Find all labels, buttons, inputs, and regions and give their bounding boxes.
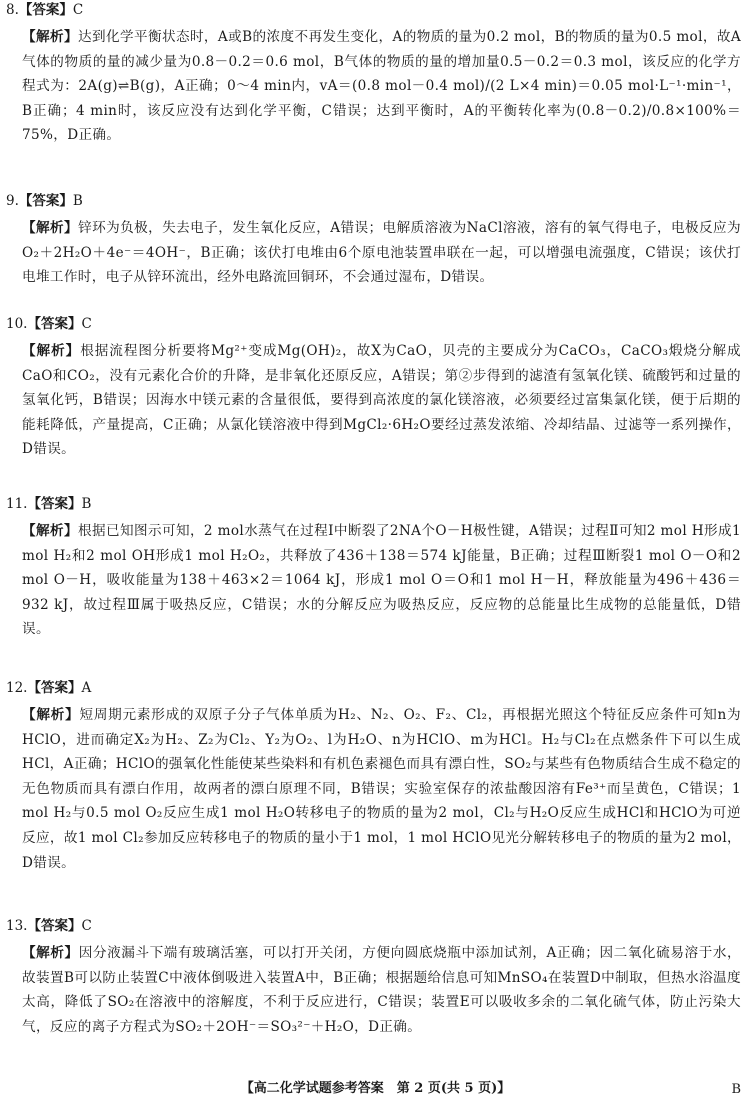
analysis-text: 根据已知图示可知，2 mol水蒸气在过程Ⅰ中断裂了2NA个O－H极性键，A错误；过程Ⅱ可知2 mol H形成1 mol H₂和2 mol OH形成1 mol H₂O₂，共释放了436＋138＝574 kJ能量，B正确；过程Ⅲ断裂1 mol O－O和2 mol O－H，吸收能量为138＋463×2＝1064 kJ，形成1 mol O＝O和1 mol H－H，释放能量为496＋436＝932 kJ，故过程Ⅲ属于吸热反应，C错误；水的分解反应为吸热反应，反应物的总能量比生成物的总能量低，D错误。 — [22, 523, 741, 638]
analysis-paragraph — [6, 703, 741, 875]
analysis-tag: 【解析】 — [22, 220, 79, 236]
answer-tag: 【答案】 — [18, 2, 73, 18]
answer-value: C — [81, 316, 92, 332]
answer-line — [6, 316, 741, 334]
analysis-paragraph — [6, 216, 741, 290]
analysis-tag: 【解析】 — [22, 343, 81, 359]
analysis-tag: 【解析】 — [22, 29, 78, 45]
answer-line — [6, 193, 741, 211]
page-footer: 【高二化学试题参考答案 第 2 页(共 5 页)】 — [240, 1081, 511, 1096]
answer-value: C — [81, 918, 92, 934]
answer-tag: 【答案】 — [27, 680, 82, 696]
analysis-paragraph — [6, 25, 741, 148]
answer-value: B — [81, 496, 92, 512]
analysis-text: 短周期元素形成的双原子分子气体单质为H₂、N₂、O₂、F₂、Cl₂，再根据光照这个特征反应条件可知n为HClO，进而确定X₂为H₂、Z₂为Cl₂、Y₂为O₂、l为H₂O、n为HClO、m为HCl。H₂与Cl₂在点燃条件下可以生成HCl，A正确；HClO的强氧化性能使某些染料和有机色素褪色而具有漂白性，SO₂与某些有色物质结合生成不稳定的无色物质而具有漂白作用，故两者的漂白原理不同，B错误；实验室保存的浓盐酸因溶有Fe³⁺而呈黄色，C错误；1 mol H₂与0.5 mol O₂反应生成1 mol H₂O转移电子的物质的量为2 mol，Cl₂与H₂O反应生成HCl和HClO为可逆反应，故1 mol Cl₂参加反应转移电子的物质的量小于1 mol，1 mol HClO见光分解转移电子的物质的量为2 mol，D错误。 — [22, 707, 741, 871]
answer-line — [6, 2, 741, 20]
question-8 — [6, 2, 741, 148]
analysis-paragraph — [6, 941, 741, 1039]
question-12 — [6, 680, 741, 875]
question-number: 11. — [6, 496, 28, 512]
answer-value: A — [81, 680, 92, 696]
answer-line — [6, 918, 741, 936]
answer-value: C — [72, 2, 84, 18]
analysis-text: 根据流程图分析要将Mg²⁺变成Mg(OH)₂，故X为CaO，贝壳的主要成分为CaCO₃，CaCO₃煅烧分解成CaO和CO₂，没有元素化合价的升降，是非氧化还原反应，A错误；第②步得到的滤渣有氢氧化镁、硫酸钙和过量的氢氧化钙，B错误；因海水中镁元素的含量很低，要得到高浓度的氯化镁溶液，必须要经过富集氯化镁，便于后期的能耗降低，产量提高，C正确；从氯化镁溶液中得到MgCl₂·6H₂O要经过蒸发浓缩、冷却结晶、过滤等一系列操作，D错误。 — [22, 343, 741, 458]
question-number: 9. — [6, 193, 19, 209]
question-number: 10. — [6, 316, 28, 332]
analysis-text: 锌环为负极，失去电子，发生氧化反应，A错误；电解质溶液为NaCl溶液，溶有的氧气得电子，电极反应为O₂＋2H₂O＋4e⁻＝4OH⁻，B正确；该伏打电堆由6个原电池装置串联在一起，可以增强电流强度，C错误；该伏打电堆工作时，电子从锌环流出，经外电路流回铜环，不会通过湿布，D错误。 — [22, 220, 741, 286]
answer-line — [6, 680, 741, 698]
question-number: 8. — [6, 2, 19, 18]
paper-version-label: B — [731, 1082, 741, 1097]
question-10 — [6, 316, 741, 462]
question-9 — [6, 193, 741, 290]
analysis-text: 因分液漏斗下端有玻璃活塞，可以打开关闭，方便向圆底烧瓶中添加试剂，A正确；因二氧化硫易溶于水，故装置B可以防止装置C中液体倒吸进入装置A中，B正确；根据题给信息可知MnSO₄在装置D中制取，但热水浴温度太高，降低了SO₂在溶液中的溶解度，不利于反应进行，C错误；装置E可以吸收多余的二氧化硫气体，防止污染大气，反应的离子方程式为SO₂＋2OH⁻＝SO₃²⁻＋H₂O，D正确。 — [22, 945, 742, 1035]
question-13 — [6, 918, 741, 1039]
answer-line — [6, 496, 741, 514]
answer-value: B — [72, 193, 83, 209]
answer-tag: 【答案】 — [27, 918, 82, 934]
answer-tag: 【答案】 — [18, 193, 73, 209]
analysis-tag: 【解析】 — [22, 945, 79, 961]
answer-tag: 【答案】 — [27, 316, 82, 332]
analysis-paragraph — [6, 339, 741, 462]
question-11 — [6, 496, 741, 642]
answer-tag: 【答案】 — [27, 496, 82, 512]
analysis-tag: 【解析】 — [22, 523, 78, 539]
analysis-paragraph — [6, 519, 741, 642]
analysis-tag: 【解析】 — [22, 707, 80, 723]
analysis-text: 达到化学平衡状态时，A或B的浓度不再发生变化，A的物质的量为0.2 mol，B的物质的量为0.5 mol，故A气体的物质的量的减少量为0.8－0.2＝0.6 mol，B气体的物质的量的增加量0.5－0.2＝0.3 mol，该反应的化学方程式为：2A(g)⇌B(g)，A正确；0～4 min内，vA＝(0.8 mol－0.4 mol)/(2 L×4 min)＝0.05 mol·L⁻¹·min⁻¹，B正确；4 min时，该反应没有达到化学平衡，C错误；达到平衡时，A的平衡转化率为(0.8－0.2)/0.8×100%＝75%，D正确。 — [22, 29, 741, 144]
question-number: 12. — [6, 680, 28, 696]
question-number: 13. — [6, 918, 28, 934]
